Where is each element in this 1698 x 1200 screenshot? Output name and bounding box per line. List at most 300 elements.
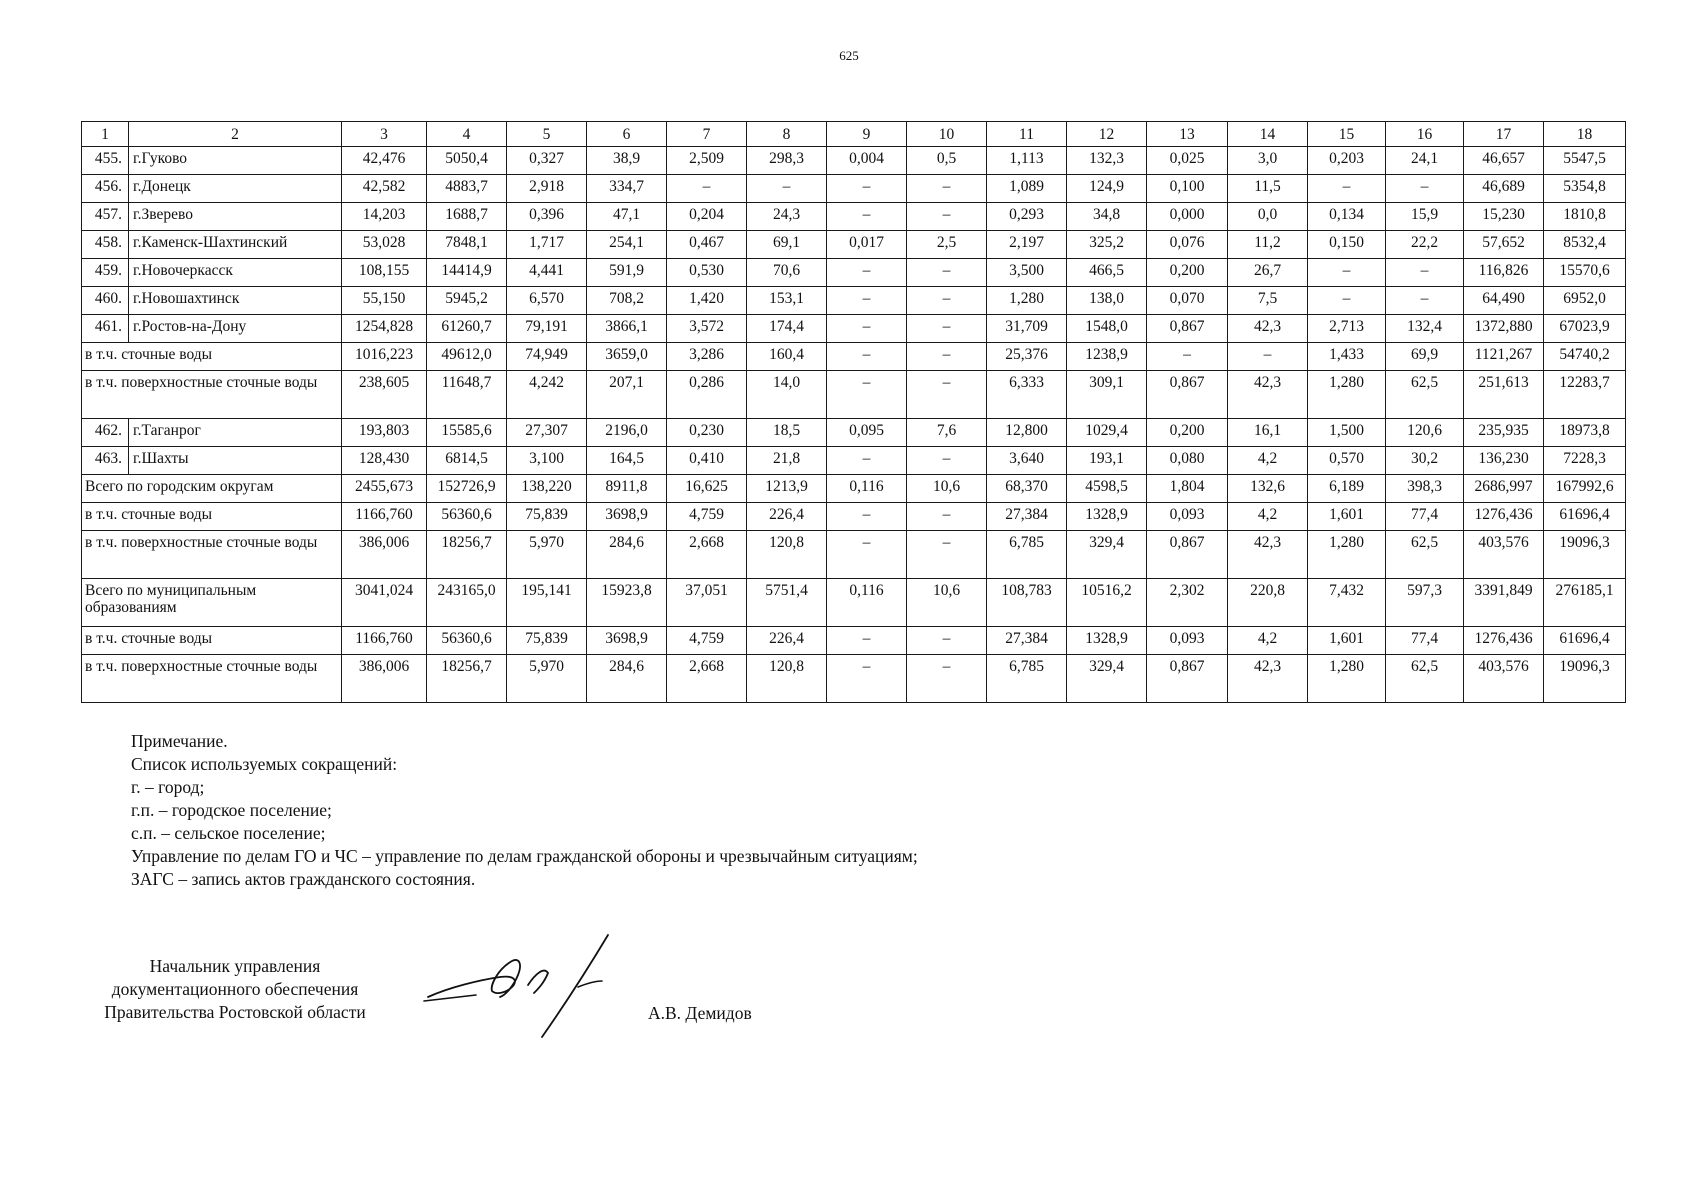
- value-cell: 3,100: [507, 447, 587, 475]
- value-cell: 54740,2: [1544, 343, 1626, 371]
- value-cell: 0,293: [987, 203, 1067, 231]
- value-cell: 124,9: [1067, 175, 1147, 203]
- table-row: [82, 447, 1626, 475]
- value-cell: 386,006: [342, 531, 427, 579]
- value-cell: 3,572: [667, 315, 747, 343]
- value-cell: 708,2: [587, 287, 667, 315]
- value-cell: 70,6: [747, 259, 827, 287]
- value-cell: –: [827, 259, 907, 287]
- value-cell: 4,2: [1228, 627, 1308, 655]
- value-cell: 3,0: [1228, 147, 1308, 175]
- value-cell: 55,150: [342, 287, 427, 315]
- value-cell: 6,333: [987, 371, 1067, 419]
- note-line: Примечание.: [131, 731, 228, 751]
- value-cell: 174,4: [747, 315, 827, 343]
- value-cell: 0,025: [1147, 147, 1228, 175]
- column-header: 12: [1067, 122, 1147, 147]
- value-cell: 329,4: [1067, 531, 1147, 579]
- value-cell: 132,3: [1067, 147, 1147, 175]
- value-cell: 6,785: [987, 655, 1067, 703]
- value-cell: 10,6: [907, 579, 987, 627]
- value-cell: 160,4: [747, 343, 827, 371]
- value-cell: 2686,997: [1464, 475, 1544, 503]
- value-cell: 68,370: [987, 475, 1067, 503]
- value-cell: 2,713: [1308, 315, 1386, 343]
- column-header: 1: [82, 122, 129, 147]
- note-line: ЗАГС – запись актов гражданского состояния.: [131, 869, 476, 889]
- value-cell: 1,601: [1308, 503, 1386, 531]
- value-cell: 42,3: [1228, 531, 1308, 579]
- value-cell: 75,839: [507, 503, 587, 531]
- value-cell: 238,605: [342, 371, 427, 419]
- value-cell: 18,5: [747, 419, 827, 447]
- table-row: [82, 259, 1626, 287]
- value-cell: 1,601: [1308, 627, 1386, 655]
- value-cell: 0,327: [507, 147, 587, 175]
- column-header: 17: [1464, 122, 1544, 147]
- value-cell: –: [1308, 175, 1386, 203]
- value-cell: 298,3: [747, 147, 827, 175]
- value-cell: 6814,5: [427, 447, 507, 475]
- value-cell: –: [907, 531, 987, 579]
- value-cell: 7848,1: [427, 231, 507, 259]
- table-row: [82, 315, 1626, 343]
- value-cell: 5751,4: [747, 579, 827, 627]
- value-cell: 0,0: [1228, 203, 1308, 231]
- value-cell: 1213,9: [747, 475, 827, 503]
- value-cell: 597,3: [1386, 579, 1464, 627]
- value-cell: 0,867: [1147, 371, 1228, 419]
- value-cell: 0,070: [1147, 287, 1228, 315]
- value-cell: 3,286: [667, 343, 747, 371]
- value-cell: 64,490: [1464, 287, 1544, 315]
- municipality-name: г.Таганрог: [129, 419, 342, 447]
- value-cell: 1166,760: [342, 503, 427, 531]
- value-cell: 138,0: [1067, 287, 1147, 315]
- value-cell: –: [827, 447, 907, 475]
- value-cell: 1,280: [987, 287, 1067, 315]
- value-cell: 3698,9: [587, 627, 667, 655]
- column-header: 3: [342, 122, 427, 147]
- value-cell: 138,220: [507, 475, 587, 503]
- value-cell: 7,6: [907, 419, 987, 447]
- value-cell: 152726,9: [427, 475, 507, 503]
- note-line: г. – город;: [131, 777, 205, 797]
- value-cell: 62,5: [1386, 531, 1464, 579]
- value-cell: –: [827, 503, 907, 531]
- table-row: [82, 475, 1626, 503]
- municipality-name: г.Шахты: [129, 447, 342, 475]
- value-cell: 226,4: [747, 503, 827, 531]
- data-table: [81, 121, 1626, 703]
- value-cell: 193,803: [342, 419, 427, 447]
- value-cell: 0,410: [667, 447, 747, 475]
- value-cell: 61696,4: [1544, 627, 1626, 655]
- value-cell: 69,1: [747, 231, 827, 259]
- value-cell: 0,204: [667, 203, 747, 231]
- value-cell: 1,280: [1308, 371, 1386, 419]
- handwritten-signature: [420, 925, 630, 1040]
- value-cell: 0,000: [1147, 203, 1228, 231]
- value-cell: 10516,2: [1067, 579, 1147, 627]
- value-cell: 1,433: [1308, 343, 1386, 371]
- value-cell: 0,396: [507, 203, 587, 231]
- column-header: 7: [667, 122, 747, 147]
- value-cell: 0,203: [1308, 147, 1386, 175]
- value-cell: 0,867: [1147, 655, 1228, 703]
- value-cell: 220,8: [1228, 579, 1308, 627]
- value-cell: 49612,0: [427, 343, 507, 371]
- value-cell: 403,576: [1464, 655, 1544, 703]
- value-cell: 1,500: [1308, 419, 1386, 447]
- value-cell: 14,203: [342, 203, 427, 231]
- value-cell: 11,5: [1228, 175, 1308, 203]
- value-cell: 2196,0: [587, 419, 667, 447]
- value-cell: –: [907, 447, 987, 475]
- value-cell: 4,2: [1228, 503, 1308, 531]
- value-cell: 0,5: [907, 147, 987, 175]
- value-cell: 4,759: [667, 627, 747, 655]
- value-cell: 19096,3: [1544, 655, 1626, 703]
- value-cell: 74,949: [507, 343, 587, 371]
- value-cell: –: [1386, 259, 1464, 287]
- value-cell: –: [827, 531, 907, 579]
- value-cell: 15,230: [1464, 203, 1544, 231]
- table-row: [82, 655, 1626, 703]
- table-row: [82, 147, 1626, 175]
- value-cell: 42,3: [1228, 655, 1308, 703]
- value-cell: 6,570: [507, 287, 587, 315]
- row-number: 458.: [82, 231, 129, 259]
- value-cell: 2,918: [507, 175, 587, 203]
- value-cell: 18256,7: [427, 531, 507, 579]
- value-cell: 3,640: [987, 447, 1067, 475]
- value-cell: –: [907, 287, 987, 315]
- value-cell: 132,4: [1386, 315, 1464, 343]
- value-cell: 5547,5: [1544, 147, 1626, 175]
- value-cell: 3659,0: [587, 343, 667, 371]
- value-cell: 120,8: [747, 531, 827, 579]
- value-cell: 1,804: [1147, 475, 1228, 503]
- value-cell: 1328,9: [1067, 627, 1147, 655]
- note-line: Управление по делам ГО и ЧС – управление по делам гражданской обороны и чрезвычайным ситуациям;: [131, 846, 918, 866]
- value-cell: 77,4: [1386, 503, 1464, 531]
- value-cell: 153,1: [747, 287, 827, 315]
- table-row: [82, 231, 1626, 259]
- value-cell: 6952,0: [1544, 287, 1626, 315]
- column-header: 6: [587, 122, 667, 147]
- row-number: 460.: [82, 287, 129, 315]
- value-cell: 3391,849: [1464, 579, 1544, 627]
- value-cell: 0,100: [1147, 175, 1228, 203]
- value-cell: –: [827, 371, 907, 419]
- value-cell: 42,476: [342, 147, 427, 175]
- value-cell: 2,668: [667, 655, 747, 703]
- value-cell: 8532,4: [1544, 231, 1626, 259]
- value-cell: 0,134: [1308, 203, 1386, 231]
- value-cell: 334,7: [587, 175, 667, 203]
- value-cell: 0,080: [1147, 447, 1228, 475]
- value-cell: 3041,024: [342, 579, 427, 627]
- table-row: [82, 531, 1626, 579]
- column-header: 9: [827, 122, 907, 147]
- value-cell: 284,6: [587, 655, 667, 703]
- value-cell: 1121,267: [1464, 343, 1544, 371]
- value-cell: 47,1: [587, 203, 667, 231]
- value-cell: –: [827, 315, 907, 343]
- value-cell: 77,4: [1386, 627, 1464, 655]
- value-cell: 591,9: [587, 259, 667, 287]
- value-cell: –: [1147, 343, 1228, 371]
- column-header: 15: [1308, 122, 1386, 147]
- value-cell: 325,2: [1067, 231, 1147, 259]
- value-cell: 0,200: [1147, 419, 1228, 447]
- value-cell: 164,5: [587, 447, 667, 475]
- value-cell: 5050,4: [427, 147, 507, 175]
- value-cell: 42,3: [1228, 371, 1308, 419]
- value-cell: 46,657: [1464, 147, 1544, 175]
- value-cell: 1238,9: [1067, 343, 1147, 371]
- municipality-name: г.Новочеркасск: [129, 259, 342, 287]
- value-cell: 4,759: [667, 503, 747, 531]
- value-cell: 2,5: [907, 231, 987, 259]
- value-cell: 1810,8: [1544, 203, 1626, 231]
- value-cell: 235,935: [1464, 419, 1544, 447]
- value-cell: 1,717: [507, 231, 587, 259]
- column-header: 13: [1147, 122, 1228, 147]
- value-cell: –: [1228, 343, 1308, 371]
- value-cell: –: [907, 259, 987, 287]
- value-cell: –: [1308, 259, 1386, 287]
- value-cell: 309,1: [1067, 371, 1147, 419]
- value-cell: 0,076: [1147, 231, 1228, 259]
- value-cell: 57,652: [1464, 231, 1544, 259]
- value-cell: 276185,1: [1544, 579, 1626, 627]
- value-cell: 7228,3: [1544, 447, 1626, 475]
- value-cell: 53,028: [342, 231, 427, 259]
- value-cell: –: [667, 175, 747, 203]
- row-label: Всего по городским округам: [82, 475, 342, 503]
- value-cell: 466,5: [1067, 259, 1147, 287]
- value-cell: –: [907, 203, 987, 231]
- signatory-title-line: Правительства Ростовской области: [104, 1002, 366, 1022]
- value-cell: 27,384: [987, 503, 1067, 531]
- note-line: с.п. – сельское поселение;: [131, 823, 326, 843]
- municipality-name: г.Зверево: [129, 203, 342, 231]
- value-cell: –: [907, 627, 987, 655]
- value-cell: 5,970: [507, 655, 587, 703]
- column-header: 14: [1228, 122, 1308, 147]
- table-row: [82, 343, 1626, 371]
- column-header: 16: [1386, 122, 1464, 147]
- value-cell: 61696,4: [1544, 503, 1626, 531]
- value-cell: 15,9: [1386, 203, 1464, 231]
- value-cell: 1688,7: [427, 203, 507, 231]
- row-label: Всего по муниципальным образованиям: [82, 579, 342, 627]
- row-label: в т.ч. сточные воды: [82, 343, 342, 371]
- value-cell: 34,8: [1067, 203, 1147, 231]
- table-row: [82, 627, 1626, 655]
- value-cell: 16,1: [1228, 419, 1308, 447]
- value-cell: 254,1: [587, 231, 667, 259]
- row-number: 462.: [82, 419, 129, 447]
- table-row: [82, 175, 1626, 203]
- value-cell: 3,500: [987, 259, 1067, 287]
- row-number: 461.: [82, 315, 129, 343]
- value-cell: 403,576: [1464, 531, 1544, 579]
- value-cell: 251,613: [1464, 371, 1544, 419]
- value-cell: 14414,9: [427, 259, 507, 287]
- signatory-name: А.В. Демидов: [648, 1003, 752, 1023]
- column-header: 8: [747, 122, 827, 147]
- value-cell: –: [827, 287, 907, 315]
- table-row: [82, 203, 1626, 231]
- value-cell: 27,307: [507, 419, 587, 447]
- signatory-title-line: документационного обеспечения: [111, 979, 359, 999]
- value-cell: 207,1: [587, 371, 667, 419]
- value-cell: –: [747, 175, 827, 203]
- value-cell: 7,5: [1228, 287, 1308, 315]
- value-cell: 5,970: [507, 531, 587, 579]
- value-cell: 2455,673: [342, 475, 427, 503]
- value-cell: 398,3: [1386, 475, 1464, 503]
- header-row: [82, 122, 1626, 147]
- value-cell: 1372,880: [1464, 315, 1544, 343]
- value-cell: 3698,9: [587, 503, 667, 531]
- value-cell: 1,089: [987, 175, 1067, 203]
- signatory-title: [70, 955, 400, 1024]
- value-cell: 1,280: [1308, 655, 1386, 703]
- value-cell: –: [1308, 287, 1386, 315]
- value-cell: 11648,7: [427, 371, 507, 419]
- value-cell: –: [827, 203, 907, 231]
- note-line: г.п. – городское поселение;: [131, 800, 332, 820]
- value-cell: 62,5: [1386, 371, 1464, 419]
- value-cell: 0,004: [827, 147, 907, 175]
- column-header: 4: [427, 122, 507, 147]
- value-cell: 69,9: [1386, 343, 1464, 371]
- table-row: [82, 371, 1626, 419]
- value-cell: 0,230: [667, 419, 747, 447]
- value-cell: 42,3: [1228, 315, 1308, 343]
- value-cell: 136,230: [1464, 447, 1544, 475]
- value-cell: 26,7: [1228, 259, 1308, 287]
- signatory-title-line: Начальник управления: [149, 956, 321, 976]
- value-cell: 18973,8: [1544, 419, 1626, 447]
- value-cell: 5354,8: [1544, 175, 1626, 203]
- value-cell: 2,509: [667, 147, 747, 175]
- value-cell: 120,6: [1386, 419, 1464, 447]
- row-label: в т.ч. поверхностные сточные воды: [82, 655, 342, 703]
- notes: [131, 730, 918, 891]
- value-cell: 19096,3: [1544, 531, 1626, 579]
- value-cell: 0,150: [1308, 231, 1386, 259]
- value-cell: –: [907, 655, 987, 703]
- value-cell: 4883,7: [427, 175, 507, 203]
- value-cell: 3866,1: [587, 315, 667, 343]
- row-number: 457.: [82, 203, 129, 231]
- value-cell: 38,9: [587, 147, 667, 175]
- value-cell: 0,095: [827, 419, 907, 447]
- value-cell: 1548,0: [1067, 315, 1147, 343]
- value-cell: 0,570: [1308, 447, 1386, 475]
- value-cell: 116,826: [1464, 259, 1544, 287]
- value-cell: 7,432: [1308, 579, 1386, 627]
- value-cell: 46,689: [1464, 175, 1544, 203]
- value-cell: 108,783: [987, 579, 1067, 627]
- value-cell: –: [907, 371, 987, 419]
- value-cell: 0,530: [667, 259, 747, 287]
- value-cell: 18256,7: [427, 655, 507, 703]
- table-row: [82, 287, 1626, 315]
- table-row: [82, 503, 1626, 531]
- value-cell: 4,242: [507, 371, 587, 419]
- note-line: Список используемых сокращений:: [131, 754, 398, 774]
- value-cell: 27,384: [987, 627, 1067, 655]
- value-cell: 22,2: [1386, 231, 1464, 259]
- value-cell: 193,1: [1067, 447, 1147, 475]
- row-label: в т.ч. сточные воды: [82, 503, 342, 531]
- value-cell: 24,1: [1386, 147, 1464, 175]
- value-cell: 0,093: [1147, 503, 1228, 531]
- value-cell: 15585,6: [427, 419, 507, 447]
- value-cell: 11,2: [1228, 231, 1308, 259]
- value-cell: 0,867: [1147, 531, 1228, 579]
- value-cell: 386,006: [342, 655, 427, 703]
- value-cell: 0,867: [1147, 315, 1228, 343]
- table-row: [82, 579, 1626, 627]
- value-cell: 1,420: [667, 287, 747, 315]
- municipality-name: г.Гуково: [129, 147, 342, 175]
- value-cell: 108,155: [342, 259, 427, 287]
- value-cell: 1,113: [987, 147, 1067, 175]
- value-cell: 2,302: [1147, 579, 1228, 627]
- value-cell: 2,197: [987, 231, 1067, 259]
- value-cell: 128,430: [342, 447, 427, 475]
- value-cell: 132,6: [1228, 475, 1308, 503]
- value-cell: 0,467: [667, 231, 747, 259]
- value-cell: 0,286: [667, 371, 747, 419]
- value-cell: 42,582: [342, 175, 427, 203]
- row-label: в т.ч. сточные воды: [82, 627, 342, 655]
- row-label: в т.ч. поверхностные сточные воды: [82, 371, 342, 419]
- municipality-name: г.Новошахтинск: [129, 287, 342, 315]
- value-cell: 1016,223: [342, 343, 427, 371]
- municipality-name: г.Каменск-Шахтинский: [129, 231, 342, 259]
- value-cell: 1029,4: [1067, 419, 1147, 447]
- value-cell: 0,116: [827, 475, 907, 503]
- value-cell: 79,191: [507, 315, 587, 343]
- value-cell: –: [1386, 175, 1464, 203]
- value-cell: 62,5: [1386, 655, 1464, 703]
- value-cell: 1276,436: [1464, 627, 1544, 655]
- value-cell: –: [827, 627, 907, 655]
- value-cell: 21,8: [747, 447, 827, 475]
- value-cell: 75,839: [507, 627, 587, 655]
- value-cell: –: [1386, 287, 1464, 315]
- value-cell: 0,116: [827, 579, 907, 627]
- value-cell: –: [907, 315, 987, 343]
- municipality-name: г.Ростов-на-Дону: [129, 315, 342, 343]
- value-cell: 61260,7: [427, 315, 507, 343]
- value-cell: 4,441: [507, 259, 587, 287]
- value-cell: 0,093: [1147, 627, 1228, 655]
- value-cell: 167992,6: [1544, 475, 1626, 503]
- value-cell: 5945,2: [427, 287, 507, 315]
- row-number: 463.: [82, 447, 129, 475]
- row-label: в т.ч. поверхностные сточные воды: [82, 531, 342, 579]
- page-number: 625: [839, 48, 859, 63]
